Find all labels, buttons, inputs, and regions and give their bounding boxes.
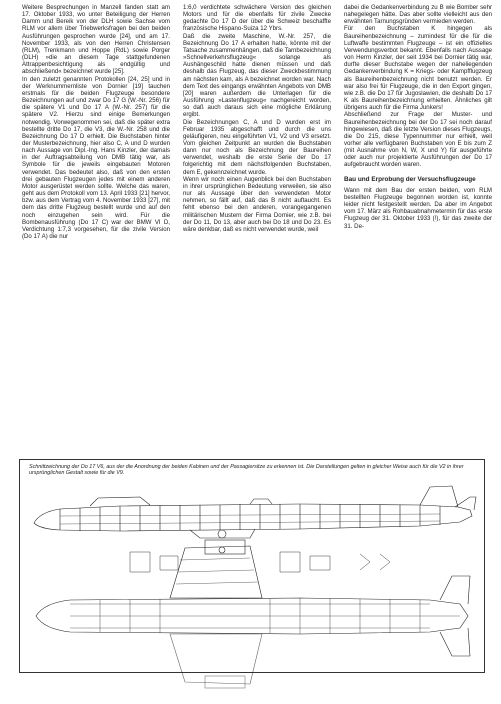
paragraph: In den zuletzt genannten Protokollen [24, 25] und in der Werknummernliste von Dornier [19] tauchen erstmals für die beiden Flugzeuge besondere Bezeichnungen auf und zwar Do 17 G (W.-Nr. 256) für die spätere V1 und Do 17 A (W.-Nr. 257) für die spätere V2. Hierzu sind einige Bemerkungen notwendig. Vorwegenommen sei, daß die später extra bestellte dritte Do 17, die V3, die W.-Nr. 258 und die Bezeichnung Do 17 D erhielt. Die Buchstaben hinter der Musterbezeichnung, hier also C, A und D wurden nach Aussage von Dipl.-Ing. Hans Kinzler, der damals in der Auftragsabteilung von DMB tätig war, als Symbole für die jeweils eingebauten Motoren verwendet. Das bedeutet also, daß von den ersten drei gebauten Flugzeugen jedes mit einem anderen Motor ausgerüstet werden sollte. Welche das waren, geht aus dem Protokoll vom 13. April 1933 [21] hervor, bzw. aus dem Vertrag vom 4. November 1933 [27], mit dem das dritte Flugzeug bestellt wurde und auf den noch einzugehen sein wird. Für die Bombenausführung (Do 17 C) war der BMW VI D, Verdichtung 1:7,3 vorgesehen, für die zivile Version (Do 17 A) die nur — [22, 75, 170, 240]
top-view-airframe — [36, 540, 470, 688]
paragraph: Wann mit dem Bau der ersten beiden, vom RLM bestellten Flugzeuge begonnen worden ist, konnte leider nicht festgestellt werden. Da aber im Angebot vom 17. März als Rohbauabnahmetermin für das erste Flugzeug der 31. Oktober 1933 (!), für das zweite der 31. De- — [344, 186, 492, 230]
paragraph: Die Bezeichnungen C, A und D wurden erst im Februar 1935 abgeschafft und durch die uns geläufigeren, neu eingeführten V1, V2 und V3 ersetzt. Vom gleichen Zeitpunkt an wurden die Buchstaben dann nur noch als Bezeichnung der Baureihen verwendet, weshalb die erste Serie der Do 17 folgerichtig mit dem nächstfolgenden Buchstaben, dem E, gekennzeichnet wurde. — [183, 118, 331, 176]
paragraph: Weitere Besprechungen in Manzell fanden statt am 17. Oktober 1933, wo unter Beteiligung der Herren Damm und Bereik von der DLH sowie Sachse vom RLM vor allem über Triebwerksfragen bei den beiden Ausführungen gesprochen wurde [24], und am 17. November 1933, als von den Herren Christensen (RLM), Trenkmann und Hoppe (RdL) sowie Porger (DLH) »die an diesem Tage stattgefundenen Attrappenbesichtigung als endgültig und abschließend« bezeichnet wurde [25]. — [22, 4, 170, 76]
section-heading: Bau und Erprobung der Versuchsflugzeuge — [344, 175, 476, 183]
paragraph: 1:6,0 verdichtete schwächere Version des gleichen Motors und für die ebenfalls für zivile Zwecke gedachte Do 17 D der über die Schweiz beschaffte französische Hispano-Suiza 12 Ybrs. — [183, 4, 331, 33]
paragraph: Für den Buchstaben K hingegen als Baureihenbezeichnung – zumindest für die für die Luftwaffe bestimmten Flugzeuge – ist ein offizielles Verwendungsverbot bekannt. Ebenfalls nach Aussage von Herrn Kinzler, der seit 1934 bei Dornier tätig war, durfte dieser Buchstabe wegen der naheliegenden Gedankenverbindung K = Kriegs- oder Kampfflugzeug als Baureihenbezeichnung nicht benutzt werden. Er war also frei für Flugzeuge, die in den Export gingen, wie z.B. die Do 17 für Jugoslawien, die deshalb Do 17 K als Baureihenbezeichnung erhielten. Ähnliches gilt übrigens auch für die Firma Junkers! — [344, 25, 492, 112]
section-details — [130, 552, 390, 572]
paragraph: Wenn wir noch einen Augenblick bei den Buchstaben in ihrer ursprünglichen Bedeutung verweilen, sie also nur als Aussage über den verwendeten Motor nehmen, so fällt auf, daß das B nicht auftaucht. Es fehlt ebenso bei den anderen, vorangegangenen militärischen Mustern der Firma Dornier, wie z.B. bei der Do 11, Do 13, aber auch bei Do 18 und Do 23. Es wäre denkbar, daß es nicht verwendet wurde, weil — [183, 175, 331, 233]
paragraph: dabei die Gedankenverbindung zu B wie Bomber sehr nahegelegen hätte. Das aber sollte vielleicht aus den erwähnten Tarnungsgründen vermieden werden. — [344, 4, 492, 26]
side-view-fuselage — [34, 486, 476, 538]
paragraph: Daß die zweite Maschine, W.-Nr. 257, die Bezeichnung Do 17 A erhalten hatte, könnte mit der Tatsache zusammenhängen, daß die Tarnbezeichnung »Schnellverkehrsflugzeug« solange als Aushängeschild hatte dienen müssen und daß deshalb das Flugzeug, das dieser Zweckbestimmung am nächsten kam, als A bezeichnet worden war. Nach dem Text des eingangs erwähnten Angebots von DMB [20] waren außerdem die Unterlagen für die Ausführung »Lastenflugzeug« nachgereicht worden, so daß auch daraus sich eine mögliche Erklärung ergibt. — [183, 32, 331, 119]
paragraph: Abschließend zur Frage der Muster- und Baureihenbezeichnung bei der Do 17 sei noch darauf hingewiesen, daß die letzte Version dieses Flugzeugs, die Do 215, diese Typennummer nur erhielt, weil vorher alle verfügbaren Buchstaben von E bis zum Z (mit Ausnahme von N, W, X und Y) für ausgeführte oder auch nur projektierte Ausführungen der Do 17 aufgebraucht worden waren. — [344, 111, 492, 169]
figure-caption: Schnittzeichnung der Do 17 V6, aus der die Anordnung der beiden Kabinen und der Passagiersitze zu erkennen ist. Die Darstellungen gelten in gleicher Weise auch für die V2 in ihrer ursprünglichen Gestalt sowie für die V9. — [29, 464, 464, 477]
